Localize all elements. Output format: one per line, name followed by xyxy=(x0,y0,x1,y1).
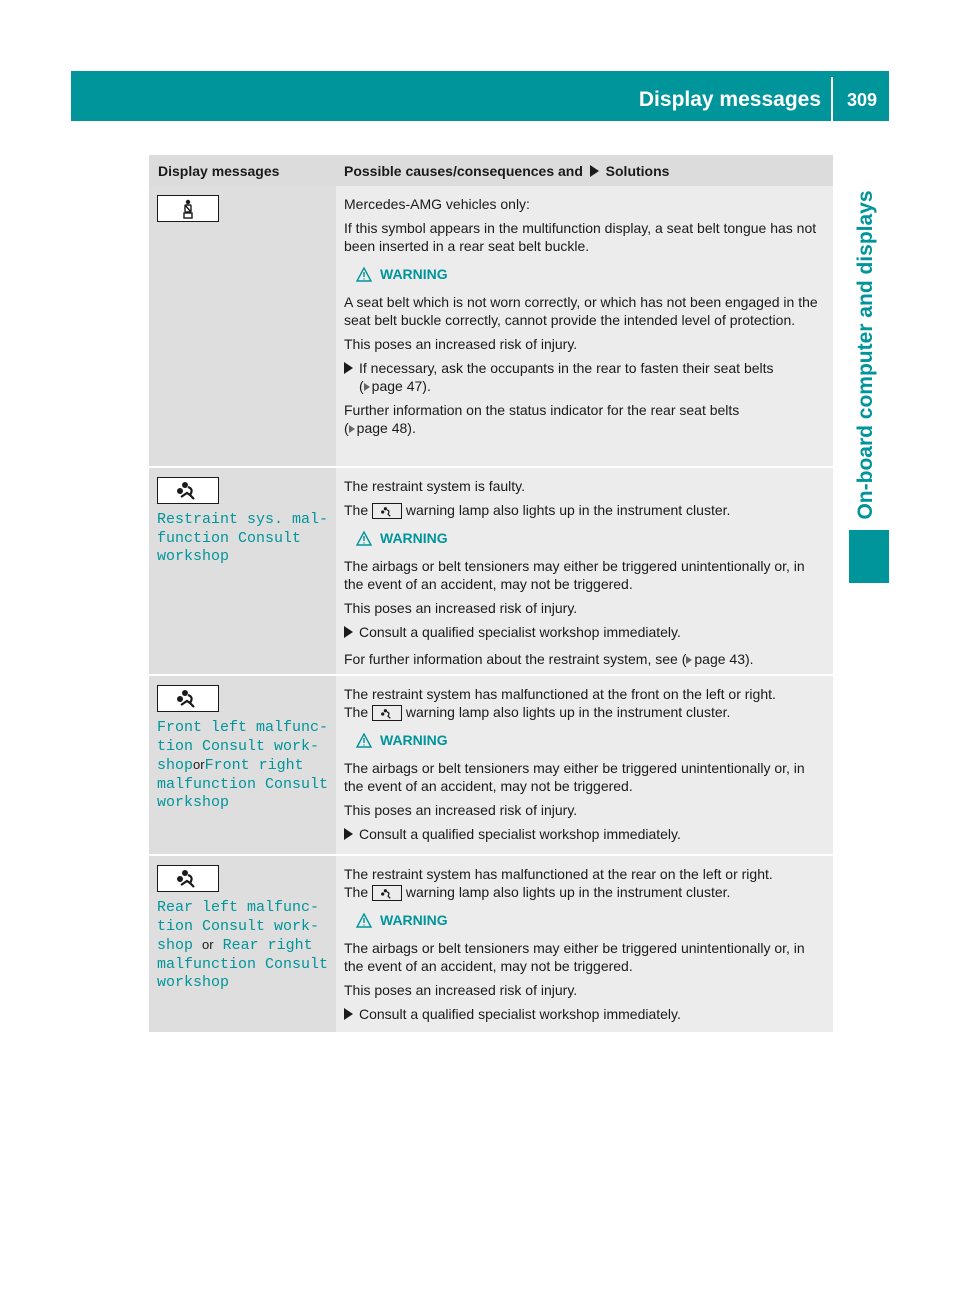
side-tab-marker xyxy=(849,530,889,583)
header-bar xyxy=(71,71,889,121)
text: The xyxy=(344,884,369,900)
text: Mercedes-AMG vehicles only: xyxy=(344,196,530,212)
text: Further information on the status indicator for the rear seat belts xyxy=(344,402,740,418)
table-row xyxy=(149,854,833,1032)
page-ref-icon xyxy=(364,383,370,391)
instruction-step xyxy=(344,1005,826,1023)
display-message xyxy=(157,719,336,813)
page-ref-icon xyxy=(349,425,355,433)
step-text: Consult a qualified specialist workshop immediately. xyxy=(359,1006,681,1022)
message-line: Restraint sys. mal‐ xyxy=(157,511,329,528)
warning-label: WARNING xyxy=(380,530,448,546)
page-title: Display messages xyxy=(638,88,821,111)
solution-cell xyxy=(336,466,833,674)
arrow-icon xyxy=(344,626,353,638)
text: A seat belt which is not worn correctly, or which has not been engaged in the seat belt buckle correctly, cannot provide the intended level of protection. xyxy=(344,294,818,328)
page-ref-icon xyxy=(686,656,692,664)
message-cell xyxy=(149,186,336,466)
message-line: Front left malfunc‐ xyxy=(157,719,329,736)
col2-header xyxy=(336,155,669,186)
message-line: workshop xyxy=(157,548,230,565)
message-line: workshop xyxy=(157,974,230,991)
message-text: shop xyxy=(157,937,194,954)
warning-triangle-icon xyxy=(356,267,372,282)
message-cell xyxy=(149,674,336,854)
text: The airbags or belt tensioners may either be triggered unintentionally or, in the event of an accident, may not be triggered. xyxy=(344,558,805,592)
message-line xyxy=(157,936,336,956)
airbag-warning-lamp-icon xyxy=(372,885,402,901)
airbag-restraint-icon xyxy=(157,865,219,892)
header-divider xyxy=(831,77,833,121)
solution-cell xyxy=(336,186,833,466)
message-cell xyxy=(149,466,336,674)
message-text: Rear right xyxy=(222,937,313,954)
warning-label: WARNING xyxy=(380,266,448,282)
page-ref[interactable]: page 47). xyxy=(371,378,431,394)
message-line: malfunction Consult xyxy=(157,775,329,793)
page-ref[interactable]: page 43). xyxy=(694,651,754,667)
side-tab xyxy=(843,140,889,570)
step-text: Consult a qualified specialist workshop immediately. xyxy=(359,826,681,842)
message-cell xyxy=(149,854,336,1032)
step-text: Consult a qualified specialist workshop immediately. xyxy=(359,624,681,640)
warning-label: WARNING xyxy=(380,732,448,748)
message-line: tion Consult work‐ xyxy=(157,737,320,755)
arrow-icon xyxy=(344,828,353,840)
warning-triangle-icon xyxy=(356,913,372,928)
col2-header-text: Possible causes/consequences and xyxy=(344,163,583,179)
text: warning lamp also lights up in the instrument cluster. xyxy=(405,884,731,900)
arrow-icon xyxy=(344,362,353,374)
warning-label: WARNING xyxy=(380,912,448,928)
text: The restraint system has malfunctioned at the rear on the left or right. xyxy=(344,866,773,882)
display-messages-table xyxy=(149,155,833,1032)
message-text: Front right xyxy=(204,757,304,774)
message-line: malfunction Consult xyxy=(157,955,329,973)
message-line: tion Consult work‐ xyxy=(157,917,320,935)
text: The airbags or belt tensioners may either be triggered unintentionally or, in the event of an accident, may not be triggered. xyxy=(344,760,805,794)
text: warning lamp also lights up in the instrument cluster. xyxy=(405,502,731,518)
instruction-step xyxy=(344,825,826,843)
table-row xyxy=(149,466,833,674)
text xyxy=(344,650,826,668)
text: This poses an increased risk of injury. xyxy=(344,600,578,616)
text: The restraint system is faulty. xyxy=(344,478,526,494)
text: For further information about the restraint system, see ( xyxy=(344,651,687,667)
solution-cell xyxy=(336,674,833,854)
step-text: If necessary, ask the occupants in the rear to fasten their seat belts xyxy=(359,360,774,376)
text: This poses an increased risk of injury. xyxy=(344,802,578,818)
text: The restraint system has malfunctioned at the front on the left or right. xyxy=(344,686,776,702)
display-message xyxy=(157,511,336,567)
col1-header: Display messages xyxy=(158,163,280,179)
message-line: workshop xyxy=(157,794,230,811)
text xyxy=(344,501,826,519)
arrow-icon xyxy=(590,165,599,177)
message-line xyxy=(157,756,336,776)
instruction-step: If necessary, ask the occupants in the rear to fasten their seat belts ( page 47). xyxy=(344,359,826,395)
airbag-warning-lamp-icon xyxy=(372,503,402,519)
text: warning lamp also lights up in the instrument cluster. xyxy=(405,704,731,720)
text: The xyxy=(344,502,369,518)
warning-triangle-icon xyxy=(356,733,372,748)
warning-heading xyxy=(356,265,826,283)
col2-header-solutions: Solutions xyxy=(605,163,670,179)
airbag-restraint-icon xyxy=(157,477,219,504)
text: The airbags or belt tensioners may either be triggered unintentionally or, in the event of an accident, may not be triggered. xyxy=(344,940,805,974)
text: The xyxy=(344,704,369,720)
rear-seat-belt-icon xyxy=(157,195,219,222)
page-number: 309 xyxy=(846,90,878,110)
table-row xyxy=(149,186,833,466)
text xyxy=(344,883,826,901)
warning-triangle-icon xyxy=(356,531,372,546)
table-header xyxy=(149,155,833,186)
warning-heading xyxy=(356,911,826,929)
side-tab-label: On-board computer and displays xyxy=(854,190,877,520)
arrow-icon xyxy=(344,1008,353,1020)
table-row xyxy=(149,674,833,854)
airbag-restraint-icon xyxy=(157,685,219,712)
message-text: shop xyxy=(157,757,194,774)
airbag-warning-lamp-icon xyxy=(372,705,402,721)
text: If this symbol appears in the multifunction display, a seat belt tongue has not been inserted in a rear seat belt buckle. xyxy=(344,220,817,254)
solution-cell xyxy=(336,854,833,1032)
warning-heading xyxy=(356,529,826,547)
text: This poses an increased risk of injury. xyxy=(344,336,578,352)
message-line: function Consult xyxy=(157,529,302,547)
or-text: or xyxy=(202,937,214,952)
or-text: or xyxy=(193,757,205,772)
text: Further information on the status indicator for the rear seat belts ( page 48). xyxy=(344,402,740,436)
warning-heading xyxy=(356,731,826,749)
display-message xyxy=(157,899,336,993)
page-ref[interactable]: page 48). xyxy=(356,420,416,436)
text xyxy=(344,703,826,721)
instruction-step xyxy=(344,623,826,641)
text: This poses an increased risk of injury. xyxy=(344,982,578,998)
message-line: Rear left malfunc‐ xyxy=(157,899,320,916)
